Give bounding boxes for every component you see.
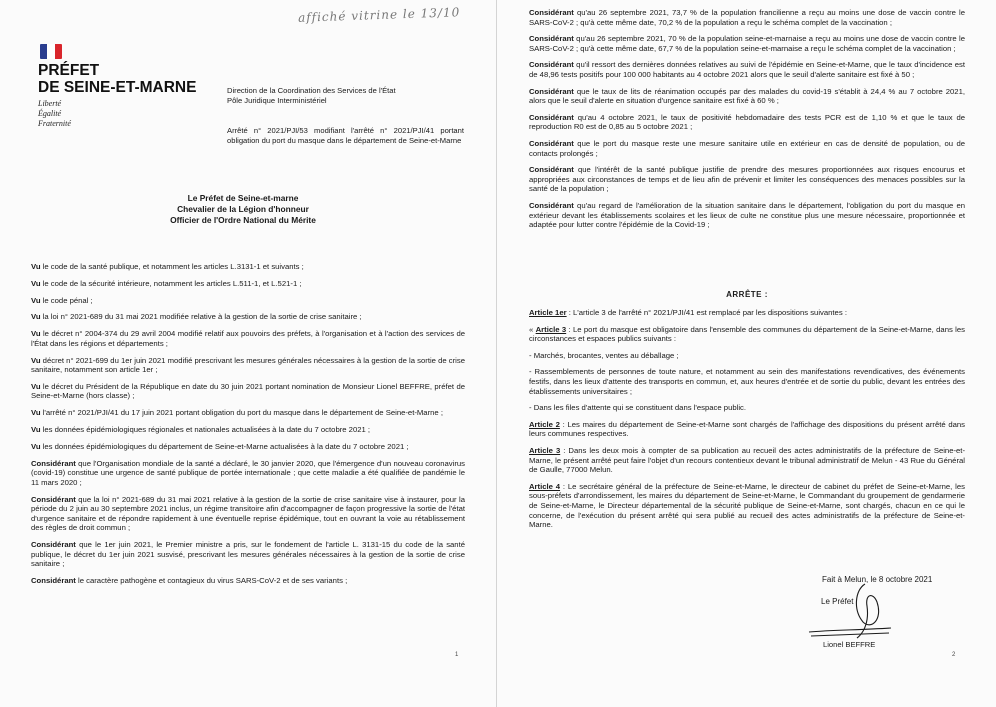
left-item-paragraph: [31, 459, 465, 488]
signature-scribble-icon: [805, 580, 897, 642]
article-1-text: : L'article 3 de l'arrêté n° 2021/PJI/41 est remplacé par les dispositions suivantes :: [566, 308, 847, 317]
left-item-text: que le 1er juin 2021, le Premier ministre a pris, sur le fondement de l'article L. 3131-15 du code de la santé publique, le décret du 1er juin 2021 susvisé, prescrivant les mesures générales nécessaires à la gestion de la sortie de crise sanitaire ;: [31, 540, 465, 569]
left-item-text: le décret n° 2004-374 du 29 avril 2004 modifié relatif aux pouvoirs des préfets, à l'organisation et à l'action des services de l'État dans les régions et départements ;: [31, 329, 465, 348]
left-item-lead: Vu: [31, 312, 41, 322]
article-1-label: Article 1er: [529, 308, 567, 317]
flag-red-band: [55, 44, 62, 59]
bullet-gatherings: - Rassemblements de personnes de toute nature, et notamment au sein des manifestations revendicatives, des événements festifs, dans les lieux d'attente des transports en commun, et, aux heures d'entrée et de sortie du public, devant les entrées des établissements universitaires ;: [529, 367, 965, 396]
handwritten-note: affiché vitrine le 13/10: [297, 5, 461, 25]
left-item-text: le code de la sécurité intérieure, notamment les articles L.511-1, et L.521-1 ;: [40, 278, 302, 288]
signature-name: Lionel BEFFRE: [823, 640, 876, 649]
left-item-paragraph: [31, 296, 465, 306]
motto-egalite: Égalité: [38, 109, 62, 118]
bullet-markets: - Marchés, brocantes, ventes au déballage ;: [529, 350, 679, 360]
left-item-text: le caractère pathogène et contagieux du virus SARS-CoV-2 et de ses variants ;: [75, 576, 348, 586]
right-item-text: que le port du masque reste une mesure sanitaire utile en extérieur en cas de densité de population, ou de contacts prolongés ;: [529, 138, 965, 158]
left-item-lead: Vu: [31, 408, 41, 418]
left-item-lead: Vu: [31, 441, 41, 451]
article-4-text: : Le secrétaire général de la préfecture de Seine-et-Marne, le directeur de cabinet du préfet de Seine-et-Marne, les sous-préfets d'arrondissement, les maires du département de Seine-et-Marne, le Commandant du groupement de gendarmerie de Seine-et-Marne, le Directeur départemental de la sécurité publique de Seine-et-Marne, sont chargés, chacun en ce qui le concerne, de l'exécution du présent arrêté qui sera publié au recueil des actes administratifs de la préfecture de Seine-et-Marne.: [529, 481, 965, 530]
right-item-text: que l'intérêt de la santé publique justifie de prendre des mesures proportionnées aux risques encourus et appropriées aux circonstances de temps et de lieu afin de prévenir et limiter les conséquences des menaces possibles sur la santé de la population ;: [529, 165, 965, 194]
article-1: [529, 308, 965, 318]
logo-line-1: PRÉFET: [38, 62, 100, 79]
page-left: [0, 0, 496, 707]
article-2: [529, 420, 965, 439]
left-item-text: le code pénal ;: [40, 295, 93, 305]
left-item-text: décret n° 2021-699 du 1er juin 2021 modifié prescrivant les mesures générales nécessaires à la gestion de la sortie de crise sanitaire, notamment son article 1er ;: [31, 355, 465, 375]
right-item-paragraph: [529, 139, 965, 158]
right-item-text: qu'au 26 septembre 2021, 73,7 % de la population francilienne a reçu au moins une dose de vaccin contre le SARS-CoV-2 ; qu'à cette même date, 70,2 % de la population a reçu le schéma complet de la vaccination ;: [529, 8, 965, 27]
direction-line-1: Direction de la Coordination des Services de l'État: [227, 86, 396, 95]
article-3: [529, 446, 965, 475]
visa-considerant-list-left: [31, 262, 465, 593]
left-item-lead: Vu: [31, 381, 41, 391]
right-item-text: qu'au 26 septembre 2021, 70 % de la population seine-et-marnaise a reçu au moins une dose de vaccin contre le SARS-CoV-2 ; qu'à cette même date, 67,7 % de la population seine-et-marnaise a reçu le schéma complet de la vaccination ;: [529, 34, 965, 53]
left-item-lead: Vu: [31, 329, 41, 339]
bullet-queues: - Dans les files d'attente qui se constituent dans l'espace public.: [529, 403, 747, 413]
prefet-title-line-3: Officier de l'Ordre National du Mérite: [170, 215, 316, 225]
left-item-lead: Considérant: [31, 540, 76, 550]
left-item-paragraph: [31, 279, 465, 289]
left-item-paragraph: [31, 329, 465, 348]
signature-date: Fait à Melun, le 8 octobre 2021: [822, 575, 933, 584]
left-item-paragraph: [31, 425, 465, 435]
left-item-text: l'arrêté n° 2021/PJI/41 du 17 juin 2021 portant obligation du port du masque dans le département de Seine-et-Marne ;: [40, 408, 443, 418]
left-item-paragraph: [31, 540, 465, 569]
article-4: [529, 482, 965, 530]
left-item-lead: Vu: [31, 425, 41, 435]
article-3-quoted: [529, 325, 965, 344]
articles-block: [529, 308, 965, 537]
page-right: [496, 0, 996, 707]
page-number-left: 1: [455, 652, 459, 658]
flag-blue-band: [40, 44, 47, 59]
page-number-right: 2: [952, 652, 956, 658]
arrete-reference: Arrêté n° 2021/PJI/53 modifiant l'arrêté n° 2021/PJI/41 portant obligation du port du masque dans le département de Seine-et-Marne: [227, 126, 464, 145]
right-item-paragraph: [529, 8, 965, 27]
left-item-text: le décret du Président de la République en date du 30 juin 2021 portant nomination de Monsieur Lionel BEFFRE, préfet de Seine-et-Marne (hors classe) ;: [31, 381, 465, 401]
left-item-text: les données épidémiologiques du département de Seine-et-Marne actualisées à la date du 7 octobre 2021 ;: [40, 441, 409, 451]
right-item-paragraph: [529, 113, 965, 132]
right-item-lead: Considérant: [529, 8, 574, 17]
right-item-lead: Considérant: [529, 34, 574, 44]
left-item-paragraph: [31, 312, 465, 322]
left-item-lead: Vu: [31, 355, 41, 365]
left-item-text: le code de la santé publique, et notamment les articles L.3131-1 et suivants ;: [40, 262, 304, 271]
right-item-lead: Considérant: [529, 138, 574, 148]
left-item-lead: Considérant: [31, 576, 76, 586]
prefecture-logo-name: [38, 62, 196, 96]
arrete-heading: ARRÊTE :: [726, 290, 768, 299]
prefet-title-line-2: Chevalier de la Légion d'honneur: [177, 204, 309, 214]
right-item-text: que le taux de lits de réanimation occupés par des malades du covid-19 s'établit à 24,4 % au 7 octobre 2021, alors que le seuil d'alerte en situation d'urgence sanitaire est fixé à 60 % ;: [529, 86, 965, 106]
left-item-text: la loi n° 2021-689 du 31 mai 2021 modifiée relative à la gestion de la sortie de crise sanitaire ;: [40, 312, 362, 322]
motto-liberte: Liberté: [38, 99, 62, 108]
left-item-paragraph: [31, 442, 465, 452]
left-item-lead: Considérant: [31, 458, 76, 468]
article-3-quoted-label: Article 3: [535, 324, 567, 334]
left-item-text: les données épidémiologiques régionales et nationales actualisées à la date du 7 octobre 2021 ;: [40, 425, 371, 435]
left-item-paragraph: [31, 356, 465, 375]
article-2-label: Article 2: [529, 419, 560, 429]
left-item-lead: Vu: [31, 295, 41, 305]
right-item-paragraph: [529, 34, 965, 53]
republic-motto: [38, 99, 71, 129]
article-2-text: : Les maires du département de Seine-et-Marne sont chargés de l'affichage des dispositions du présent arrêté dans leurs communes respectives.: [529, 419, 966, 439]
flag-white-band: [47, 44, 54, 59]
left-item-paragraph: [31, 408, 465, 418]
left-item-paragraph: [31, 262, 465, 272]
right-item-lead: Considérant: [529, 60, 574, 70]
right-item-paragraph: [529, 60, 965, 79]
right-item-lead: Considérant: [529, 86, 574, 96]
right-item-lead: Considérant: [529, 112, 574, 122]
left-item-lead: Vu: [31, 278, 41, 288]
left-item-paragraph: [31, 576, 465, 586]
article-3-quoted-text: : Le port du masque est obligatoire dans l'ensemble des communes du département de la Seine-et-Marne, dans les circonstances et espaces publics suivants :: [529, 324, 965, 344]
left-item-paragraph: [31, 495, 465, 533]
right-item-paragraph: [529, 165, 965, 194]
considerant-list-right: [529, 8, 965, 237]
left-item-lead: Vu: [31, 262, 41, 271]
right-item-text: qu'il ressort des dernières données relatives au suivi de l'épidémie en Seine-et-Marne, que le taux d'incidence est de 48,96 tests positifs pour 100 000 habitants au 4 octobre 2021 alors que le seuil d'alerte sanitaire est fixé à 50 ;: [529, 60, 965, 79]
article-4-label: Article 4: [529, 481, 561, 491]
quote-mark: «: [529, 324, 536, 334]
right-item-paragraph: [529, 201, 965, 230]
article-3-text: : Dans les deux mois à compter de sa publication au recueil des actes administratifs de la préfecture de Seine-et-Marne, le présent arrêté peut faire l'objet d'un recours contentieux devant le tribunal administratif de Melun - 43 Rue du Général de Gaulle, 77000 Melun.: [529, 445, 966, 475]
motto-fraternite: Fraternité: [38, 119, 71, 128]
prefet-title-block: [95, 193, 391, 226]
handwritten-signature: [805, 580, 897, 647]
logo-line-2: DE SEINE-ET-MARNE: [38, 79, 197, 96]
signature-role: Le Préfet: [821, 597, 854, 606]
issuing-direction: [227, 86, 477, 106]
right-item-text: qu'au 4 octobre 2021, le taux de positivité hebdomadaire des tests PCR est de 1,10 % et que le taux de reproduction R0 est de 0,85 au 5 octobre 2021 ;: [529, 112, 965, 132]
right-item-text: qu'au regard de l'amélioration de la situation sanitaire dans le département, l'obligation du port du masque en extérieur devant les établissements scolaires et les lieux de culte ne constitue plus une mesure nécessaire, proportionnée et adaptée pour lutter contre l'épidémie de la Covid-19 ;: [529, 200, 965, 230]
prefet-title-line-1: Le Préfet de Seine-et-marne: [187, 193, 299, 203]
left-item-text: que la loi n° 2021-689 du 31 mai 2021 relative à la gestion de la sortie de crise sanitaire vise à instaurer, pour la période du 2 juin au 30 septembre 2021 inclus, un régime transitoire afin d'accompagner de façon progressive la sortie de l'état d'urgence sanitaire et de répondre rapidement à une éventuelle reprise épidémique, tout en ouvrant la voie au rétablissement des règles de droit commun ;: [31, 494, 465, 533]
left-item-lead: Considérant: [31, 494, 76, 504]
right-item-paragraph: [529, 87, 965, 106]
marianne-flag-icon: [40, 44, 62, 59]
article-3-label: Article 3: [529, 445, 561, 455]
left-item-paragraph: [31, 382, 465, 401]
right-item-lead: Considérant: [529, 165, 574, 175]
right-item-lead: Considérant: [529, 200, 574, 210]
direction-line-2: Pôle Juridique Interministériel: [227, 96, 327, 105]
left-item-text: que l'Organisation mondiale de la santé a déclaré, le 30 janvier 2020, que l'émergence d'un nouveau coronavirus (covid-19) constitue une urgence de santé publique de portée internationale ; que cette maladie a été qualifiée de pandémie le 11 mars 2020 ;: [31, 458, 465, 487]
